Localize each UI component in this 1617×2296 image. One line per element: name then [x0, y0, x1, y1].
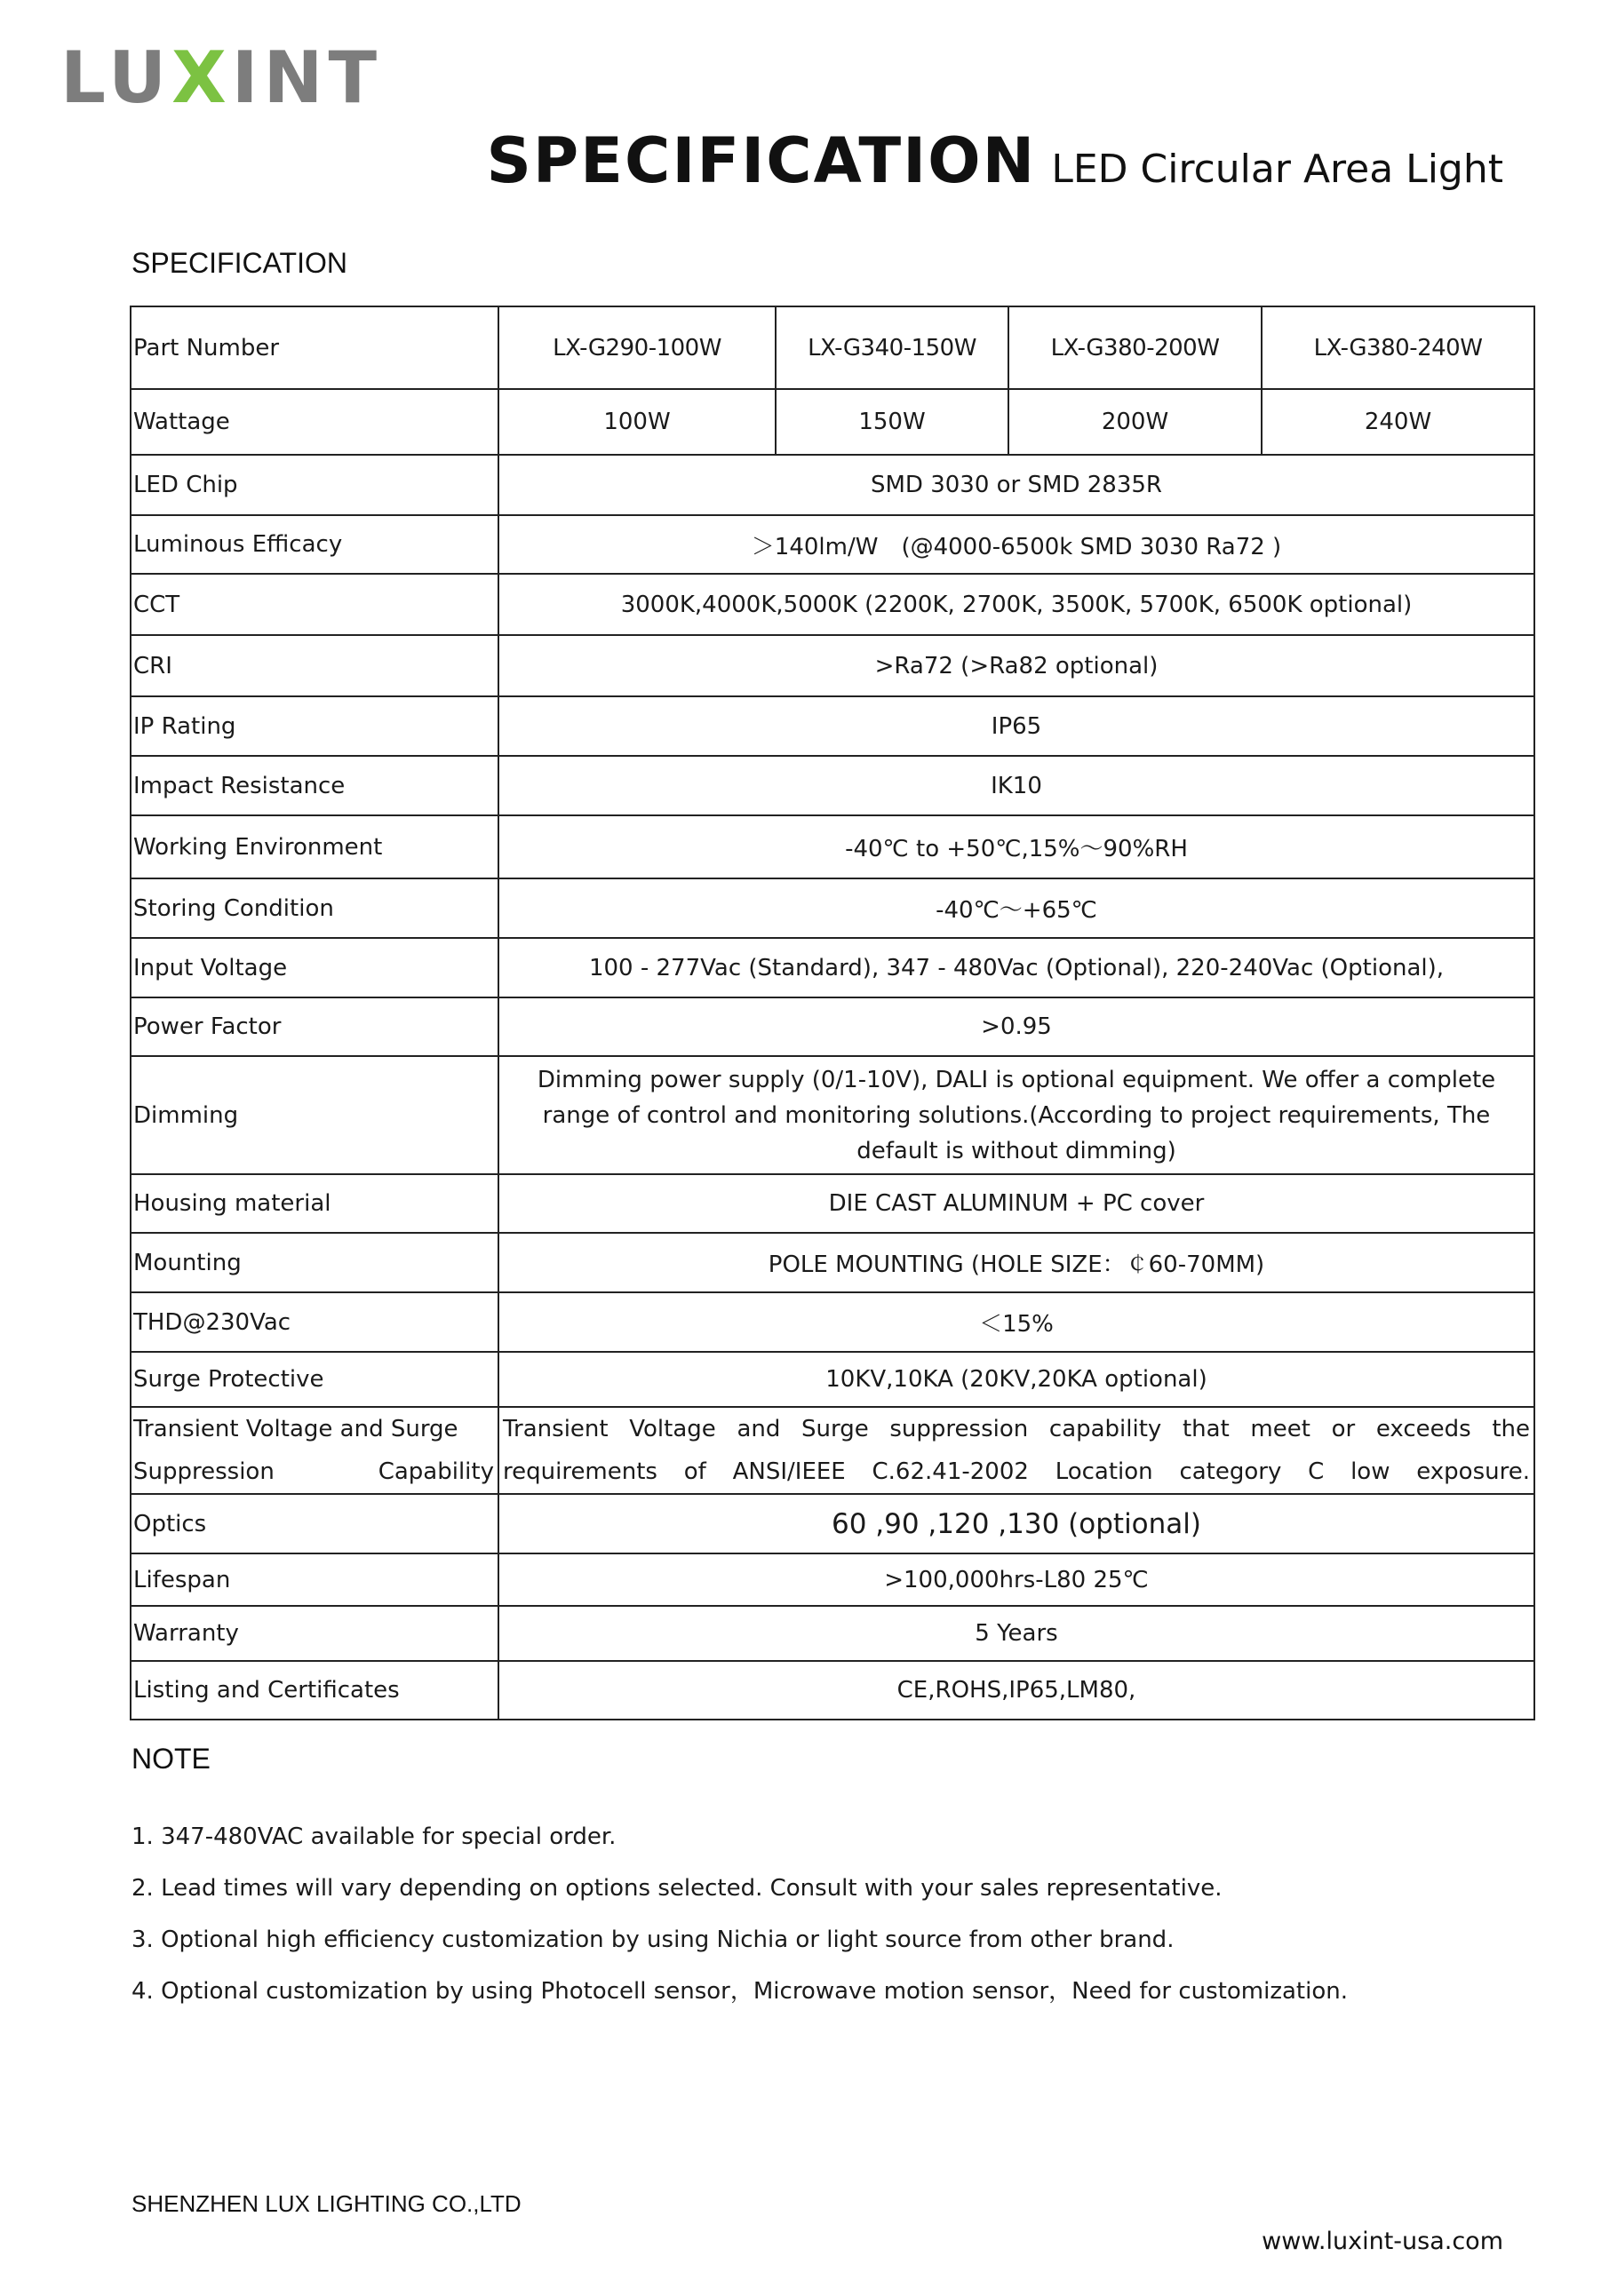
row-label: Mounting: [131, 1233, 498, 1292]
spec-section-heading: SPECIFICATION: [131, 247, 347, 279]
table-row: [131, 1407, 1534, 1494]
table-row: [131, 878, 1534, 938]
table-row: [131, 1292, 1534, 1352]
title-subtitle: LED Circular Area Light: [1051, 147, 1503, 192]
row-label: CRI: [131, 635, 498, 696]
note-item: 3. Optional high efficiency customization by using Nichia or light source from other brand.: [131, 1927, 1175, 1953]
document-title: [486, 124, 1503, 197]
note-item: 1. 347-480VAC available for special order.: [131, 1823, 617, 1850]
row-label: Part Number: [131, 306, 498, 389]
row-label: Optics: [131, 1494, 498, 1553]
spec-table: [130, 306, 1535, 1720]
row-value: 60 ,90 ,120 ,130 (optional): [498, 1494, 1534, 1553]
row-label: CCT: [131, 574, 498, 635]
row-value: Transient Voltage and Surge suppression capability that meet or exceeds the requirements of ANSI/IEEE C.62.41-2002 Location category C low exposure.: [498, 1407, 1534, 1494]
row-value: POLE MOUNTING (HOLE SIZE：￠60-70MM): [498, 1233, 1534, 1292]
table-row: [131, 1553, 1534, 1606]
table-row: [131, 756, 1534, 815]
row-label: LED Chip: [131, 455, 498, 515]
row-label: Input Voltage: [131, 938, 498, 997]
row-label: Power Factor: [131, 997, 498, 1056]
table-row: [131, 1661, 1534, 1720]
table-row-wattage: [131, 389, 1534, 455]
notes-list: [131, 1819, 1348, 2025]
row-value: DIE CAST ALUMINUM + PC cover: [498, 1174, 1534, 1233]
part-number-cell: LX-G380-200W: [1008, 306, 1262, 389]
footer-company: SHENZHEN LUX LIGHTING CO.,LTD: [131, 2190, 522, 2217]
row-value: IK10: [498, 756, 1534, 815]
table-row: [131, 635, 1534, 696]
row-value: >100,000hrs-L80 25℃: [498, 1553, 1534, 1606]
company-logo: [60, 36, 383, 121]
row-label: Dimming: [131, 1056, 498, 1174]
table-row: [131, 997, 1534, 1056]
table-row: [131, 938, 1534, 997]
table-row: [131, 515, 1534, 574]
row-label: Wattage: [131, 389, 498, 455]
row-value: ＜15%: [498, 1292, 1534, 1352]
row-value: CE,ROHS,IP65,LM80,: [498, 1661, 1534, 1720]
row-value: 10KV,10KA (20KV,20KA optional): [498, 1352, 1534, 1407]
wattage-cell: 200W: [1008, 389, 1262, 455]
row-label: Listing and Certificates: [131, 1661, 498, 1720]
title-main: SPECIFICATION: [486, 124, 1037, 197]
table-row: [131, 696, 1534, 756]
table-row: [131, 1174, 1534, 1233]
table-row: [131, 1494, 1534, 1553]
row-value: >Ra72 (>Ra82 optional): [498, 635, 1534, 696]
row-label: Lifespan: [131, 1553, 498, 1606]
wattage-cell: 100W: [498, 389, 776, 455]
row-value: SMD 3030 or SMD 2835R: [498, 455, 1534, 515]
row-value: IP65: [498, 696, 1534, 756]
row-label: IP Rating: [131, 696, 498, 756]
table-row: [131, 574, 1534, 635]
row-label: Transient Voltage and Surge Suppression Capability: [131, 1407, 498, 1494]
note-section-heading: NOTE: [131, 1743, 211, 1775]
row-label: Housing material: [131, 1174, 498, 1233]
logo-text: LUXINT: [60, 36, 383, 119]
note-item: 4. Optional customization by using Photocell sensor，Microwave motion sensor，Need for customization.: [131, 1978, 1348, 2005]
row-value: 5 Years: [498, 1606, 1534, 1661]
row-label: Working Environment: [131, 815, 498, 878]
part-number-cell: LX-G290-100W: [498, 306, 776, 389]
part-number-cell: LX-G340-150W: [776, 306, 1008, 389]
row-label: THD@230Vac: [131, 1292, 498, 1352]
table-row: [131, 455, 1534, 515]
row-value: >0.95: [498, 997, 1534, 1056]
table-row: [131, 1056, 1534, 1174]
row-label: Warranty: [131, 1606, 498, 1661]
table-row: [131, 1352, 1534, 1407]
row-value: 3000K,4000K,5000K (2200K, 2700K, 3500K, 5700K, 6500K optional): [498, 574, 1534, 635]
table-row: [131, 815, 1534, 878]
row-value: ＞140lm/W (@4000-6500k SMD 3030 Ra72 ): [498, 515, 1534, 574]
note-item: 2. Lead times will vary depending on options selected. Consult with your sales representative.: [131, 1875, 1223, 1902]
row-value: -40℃ to +50℃,15%～90%RH: [498, 815, 1534, 878]
row-label: Impact Resistance: [131, 756, 498, 815]
wattage-cell: 240W: [1262, 389, 1534, 455]
row-label: Storing Condition: [131, 878, 498, 938]
wattage-cell: 150W: [776, 389, 1008, 455]
table-row: [131, 1606, 1534, 1661]
row-label: Surge Protective: [131, 1352, 498, 1407]
row-label: Luminous Efficacy: [131, 515, 498, 574]
table-row-part-number: [131, 306, 1534, 389]
row-value: -40℃～+65℃: [498, 878, 1534, 938]
row-value: 100 - 277Vac (Standard), 347 - 480Vac (Optional), 220-240Vac (Optional),: [498, 938, 1534, 997]
part-number-cell: LX-G380-240W: [1262, 306, 1534, 389]
row-value: Dimming power supply (0/1-10V), DALI is optional equipment. We offer a complete range of control and monitoring solutions.(According to project requirements, The default is without dimming): [498, 1056, 1534, 1174]
table-row: [131, 1233, 1534, 1292]
footer-website: www.luxint-usa.com: [1262, 2228, 1503, 2255]
